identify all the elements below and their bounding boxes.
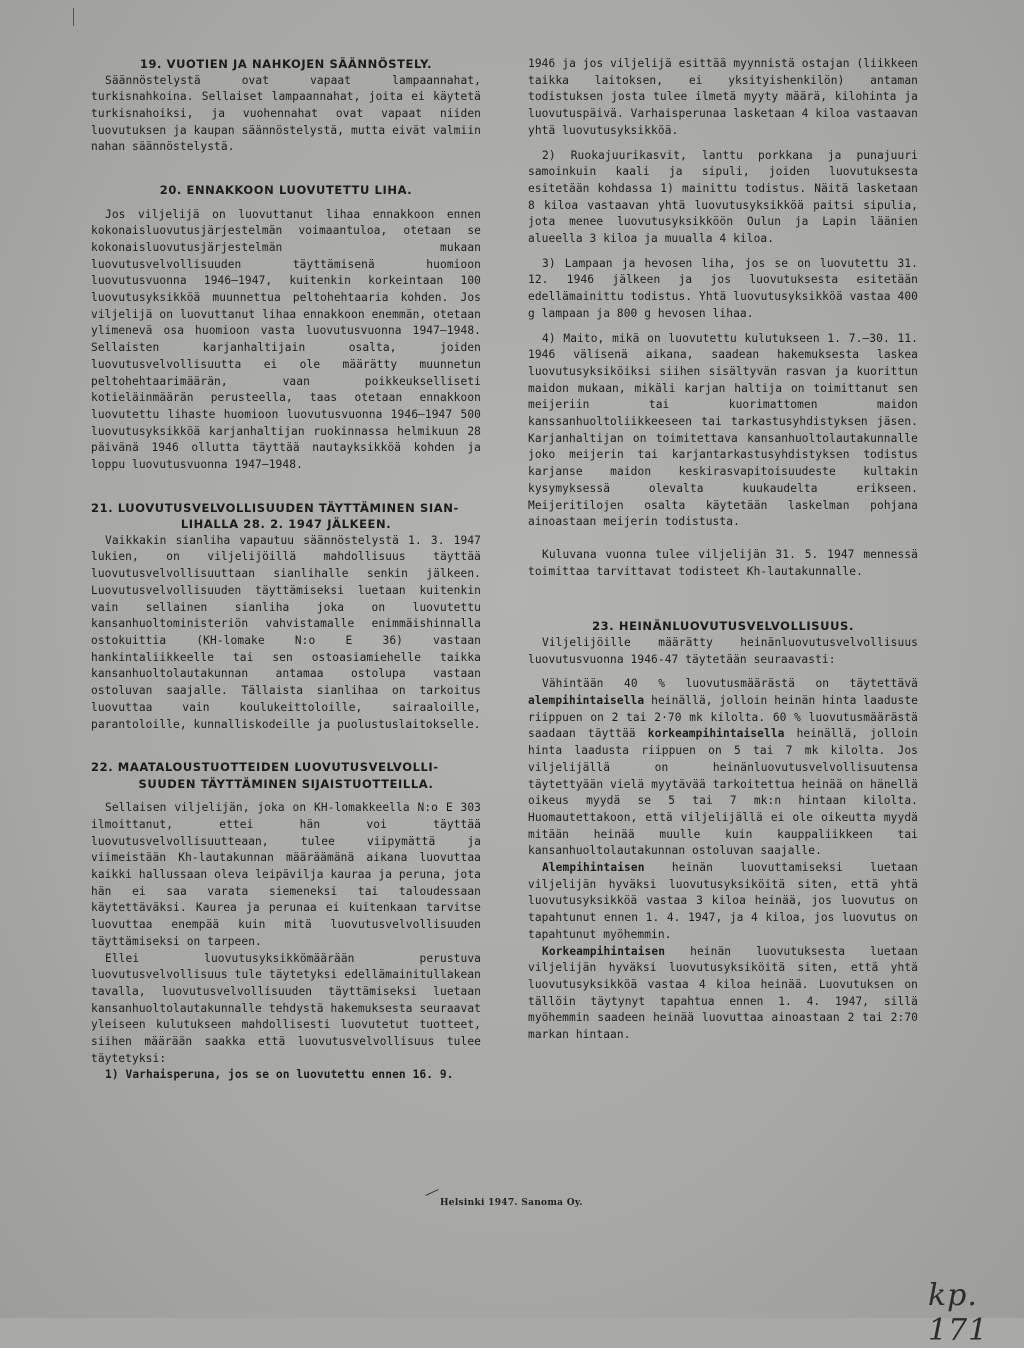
right-deadline-text: Kuluvana vuonna tulee viljelijän 31. 5. 1947 mennessä toimittaa tarvittavat todisteet Kh-lautakunnalle. (528, 547, 918, 578)
section-19-text: Säännöstelystä ovat vapaat lampaannahat, turkisnahkoina. Sellaiset lampaannahat, joita ei käytetä turkisnahoiksi, ja vuohennahat ovat vapaat niiden luovutuksen ja kaupan säännöstelystä, mutta eivät valmiin nahan säännöstelystä. (91, 73, 481, 154)
s23-p2-part-e: heinällä, jolloin hinta laadusta riippuen on 5 tai 7 mk kilolta. Jos viljelijällä on heinänluovutusvelvollisuutensa täytettyään vielä myytävää tarkoitettua heinää on hänellä oikeus myydä se 5 tai 7 mk:n hintaan kilolta. Huomautettakoon, että viljelijällä ei ole oikeutta myydä mitään heinää muulle kuin kauppaliikkeen tai kansanhuoltolautakunnan ostoluvan saajalle. (528, 727, 918, 858)
right-item-4: 4) Maito, mikä on luovutettu kulutukseen 1. 7.—30. 11. 1946 välisenä aikana, saadean hakemuksesta laskea luovutusyksiköiksi siihen sisältyvän rasvan ja kuorittun maidon mukaan, mikäli karjan haltija on toimittanut sen meijeriin tai kuorimattomen maidon kanssanhuoltoliikkeeseen tai tarkastusyhdistyksen jäsen. Karjanhaltijan on toimitettava kansanhuoltolautakunnalle joko meijerin tai karjantarkastusyhdistyksen todistus karjanse maidon keskirasvapitoisuudeste kultakin kysymyksessä olevalta kuukaudelta erikseen. Meijeritilojen osalta käytetään laskelman pohjana ainoastaan meijerin todistusta. (528, 331, 918, 529)
s23-p3-rest: heinän luovuttamiseksi luetaan viljelijän hyväksi luovutusyksiköitä siten, että yhtä luovutusyksikköä vastaa 3 kiloa heinää, jos luovutus on tapahtunut ennen 1. 4. 1947, ja 4 kiloa, jos luovutus on tapahtunut myöhemmin. (528, 861, 918, 941)
s23-p3-bold: Alempihintaisen (542, 861, 645, 875)
s23-p4-bold: Korkeampihintaisen (542, 944, 666, 958)
section-20-title: 20. ENNAKKOON LUOVUTETTU LIHA. (159, 183, 413, 198)
right-item-3: 3) Lampaan ja hevosen liha, jos se on luovutettu 31. 12. 1946 jälkeen ja jos luovutuksesta esitetään edellämainittu todistus. Yhtä luovutusyksikköä vastaa 400 g lampaan ja 800 g hevosen lihaa. (528, 256, 918, 320)
s23-p2-part-c: heinällä, jolloin heinän hinta laaduste riippuen on 2 tai 2·70 mk kilolta. 60 % luovutusmäärästä saadaan täyttää (528, 694, 918, 741)
section-23-title: 23. HEINÄNLUOVUTUSVELVOLLISUUS. (592, 619, 854, 634)
left-column (91, 56, 481, 1084)
section-21-text: Vaikkakin sianliha vapautuu säännöstelystä 1. 3. 1947 lukien, on viljelijöillä mahdollisuus täyttää luovutusvelvollisuuttaan sianlihalle senkin jälkeen. Luovutusvelvollisuuden täyttämiseksi luetaan kuitenkin vain sellainen sianliha joka on luovutettu kansanhuoltoministeriön vahvistamalle enimmäishinnalla ostokuittia (KH-lomake N:o E 36) vastaan hankintaliikkeelle tai sen ostoasiamiehelle taikka kansanhuoltolautakunnan antamaa ostolupa vastaan ostoluvan saajalle. Tällaista sianlihaa on tarkoitus luovuttaa vain koulukeittoloille, sairaaloille, parantoloille, kunnalliskodeille ja puolustuslaitokselle. (91, 533, 481, 731)
section-22-item-1 (91, 1067, 481, 1084)
section-23-intro: Viljelijöille määrätty heinänluovutusvelvollisuus luovutusvuonna 1946-47 täytetään seuraavasti: (528, 635, 918, 666)
margin-mark (73, 8, 74, 26)
s23-p4-rest: heinän luovutuksesta luetaan viljelijän hyväksi luovutusyksiköitä siten, että yhtä luovutusyksikköä vastaa 4 kiloa heinää. Luovutuksen on tällöin täytynyt tapahtua ennen 1. 4. 1947, sillä myöhemmin saadeen heinää luovuttaa ainoastaan 2 tai 2:70 markan hintaan. (528, 944, 918, 1042)
section-22-text-2: Ellei luovutusyksikkömäärään perustuva luovutusvelvollisuus tule täytetyksi edellämainitullakean tavalla, luovutusvelvollisuuden täyttämiseksi luetaan kansanhuoltolautakunnalle tehdystä hakemuksesta seuraavat yleiseen kulutukseen mahdollisesti luovutetut tuotteet, siihen määrään saakka että luovutusvelvollisuus tulee täytetyksi: (91, 951, 481, 1065)
section-22-text-1: Sellaisen viljelijän, joka on KH-lomakkeella N:o E 303 ilmoittanut, ettei hän voi täyttää luovutusvelvollisuutteaan, tulee viipymättä ja viimeistään Kh-lautakunnan määräämänä aikana luovuttaa kaikki hallussaan oleva leipävilja kauraa ja peruna, jota hän ei saa varata siemeneksi tai taloudessaan käytettäväksi. Kaurea ja perunaa ei kuitenkaan tarvitse luovuttaa enempää kuin mitä luovutusvelvollisuuden täyttämiseksi on tarpeen. (91, 801, 481, 948)
section-22-title-line2: SUUDEN TÄYTTÄMINEN SIJAISTUOTTEILLA. (138, 776, 434, 791)
section-23-text-1 (528, 676, 918, 860)
right-continuation-text: 1946 ja jos viljelijä esittää myynnistä ostajan (liikkeen taikka laitoksen, ei yksityishenkilön) antaman todistuksen josta tulee ilmetä myyty määrä, kilohinta ja luovutuspäivä. Varhaisperunaa lasketaan 4 kiloa vastaavan yhtä luovutusyksikköä. (528, 57, 918, 137)
section-20-text: Jos viljelijä on luovuttanut lihaa ennakkoon ennen kokonaisluovutusjärjestelmän voimaantuloa, otetaan se kokonaisluovutusjärjestelmän mukaan luovutusvelvollisuuden täyttämisenä huomioon luovutusvuonna 1946—1947, kuitenkin korkeintaan 100 luovutusyksikköä muunnettua peltohehtaaria kohden. Jos viljelijä on luovuttanut lihaa ennakkoon enemmän, otetaan ylimenevä osa huomioon vasta luovutusvuonna 1947—1948. Sellaisten karjanhaltijain osalta, joiden luovutusvelvollisuutta ei ole määrätty muunnetun peltohehtaarimäärän, vaan poikkeukselliseti kotieläinmäärän perusteella, taas otetaan ennakkoon luovutettu lihaste huomioon luovutusvuonna 1946—1947 500 luovutusyksikköä karjanhaltijan ruokinnassa helmikuun 28 päivänä 1946 ollutta täyttää nautayksikköä kohden ja loppu luovutusvuonna 1947—1948. (91, 207, 481, 472)
section-22-title-line1: 22. MAATALOUSTUOTTEIDEN LUOVUTUSVELVOLLI- (91, 760, 439, 775)
section-19-title: 19. VUOTIEN JA NAHKOJEN SÄÄNNÖSTELY. (139, 57, 433, 71)
section-21-title-line1: 21. LUOVUTUSVELVOLLISUUDEN TÄYTTÄMINEN SIAN- (91, 500, 459, 515)
footer-mark (425, 1189, 438, 1196)
s23-p2-part-a: Vähintään 40 % luovutusmäärästä on täytettävä (542, 677, 918, 691)
printer-footer: Helsinki 1947. Sanoma Oy. (440, 1198, 583, 1208)
section-23-text-2 (528, 860, 918, 944)
s23-p2-bold-korkeampi: korkeampihintaisella (647, 727, 785, 741)
s23-p2-bold-alempi: alempihintaisella (528, 694, 645, 707)
handwritten-note: kp. 171 (928, 1278, 989, 1348)
section-21-title-line2: LIHALLA 28. 2. 1947 JÄLKEEN. (180, 517, 392, 532)
section-23-text-3 (528, 944, 918, 1044)
right-column (528, 56, 918, 1044)
section-22-item-1-text: 1) Varhaisperuna, jos se on luovutettu ennen 16. 9. (105, 1068, 454, 1082)
right-item-2: 2) Ruokajuurikasvit, lanttu porkkana ja punajuuri samoinkuin kaali ja sipuli, joiden luovutuksesta esitetään kohdassa 1) mainittu todistus. Näitä lasketaan 8 kiloa vastaavan yhtä luovutusyksikköä paitsi sipulia, jota menee luovutusyksikköön Oulun ja Lapin läänien alueella 3 kiloa ja muualla 4 kiloa. (528, 148, 918, 246)
